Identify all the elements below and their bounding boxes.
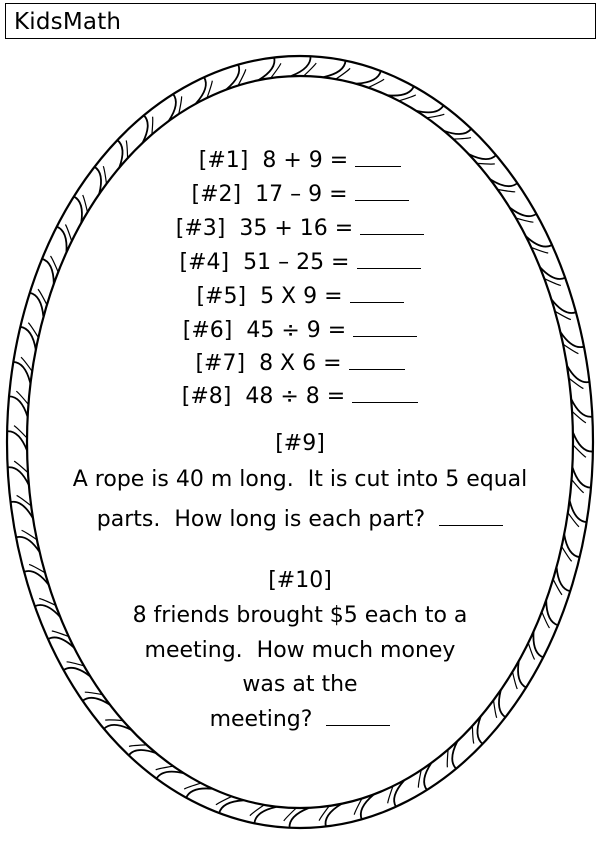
problem-label: [#5] — [196, 284, 247, 309]
problem-expression: 8 X 6 = — [259, 351, 342, 376]
answer-blank — [353, 316, 417, 337]
problem-label: [#1] — [198, 148, 249, 173]
problem-label: [#7] — [195, 351, 246, 376]
word-problem-9-text: parts. How long is each part? — [96, 507, 426, 532]
problem-row-8 — [0, 382, 600, 411]
brand-title: KidsMath — [14, 9, 122, 35]
word-problem-9-line-1: A rope is 40 m long. It is cut into 5 equal — [72, 467, 528, 492]
problem-row-6 — [0, 316, 600, 345]
word-problem-10-line-3: was at the — [242, 672, 358, 697]
answer-blank — [350, 282, 404, 303]
answer-blank — [349, 349, 405, 370]
answer-blank — [357, 248, 421, 269]
word-problem-10-text: meeting? — [209, 707, 313, 732]
problem-expression: 45 ÷ 9 = — [246, 318, 347, 343]
word-problem-10-line-1: 8 friends brought $5 each to a — [132, 603, 468, 628]
problem-row-5 — [0, 282, 600, 311]
problem-row-2 — [0, 180, 600, 209]
answer-blank — [352, 382, 418, 403]
answer-blank — [326, 705, 390, 726]
word-problem-10-label: [#10] — [268, 568, 332, 593]
problem-label: [#4] — [179, 250, 230, 275]
answer-blank — [355, 180, 409, 201]
problem-expression: 17 – 9 = — [255, 182, 348, 207]
problem-expression: 8 + 9 = — [262, 148, 349, 173]
word-problem-9-label: [#9] — [275, 431, 325, 456]
answer-blank — [439, 505, 503, 526]
answer-blank — [360, 214, 424, 235]
problem-label: [#8] — [181, 384, 232, 409]
problem-label: [#2] — [191, 182, 242, 207]
problem-expression: 48 ÷ 8 = — [245, 384, 346, 409]
word-problem-10-line-4 — [0, 705, 600, 734]
problem-label: [#6] — [182, 318, 233, 343]
word-problem-9-line-2 — [0, 505, 600, 534]
problem-row-3 — [0, 214, 600, 243]
problem-row-7 — [0, 349, 600, 378]
problem-expression: 51 – 25 = — [243, 250, 350, 275]
answer-blank — [355, 146, 401, 167]
word-problem-10-line-2: meeting. How much money — [144, 638, 456, 663]
problem-expression: 35 + 16 = — [239, 216, 354, 241]
problem-label: [#3] — [175, 216, 226, 241]
problem-expression: 5 X 9 = — [260, 284, 343, 309]
problem-row-1 — [0, 146, 600, 175]
problem-row-4 — [0, 248, 600, 277]
